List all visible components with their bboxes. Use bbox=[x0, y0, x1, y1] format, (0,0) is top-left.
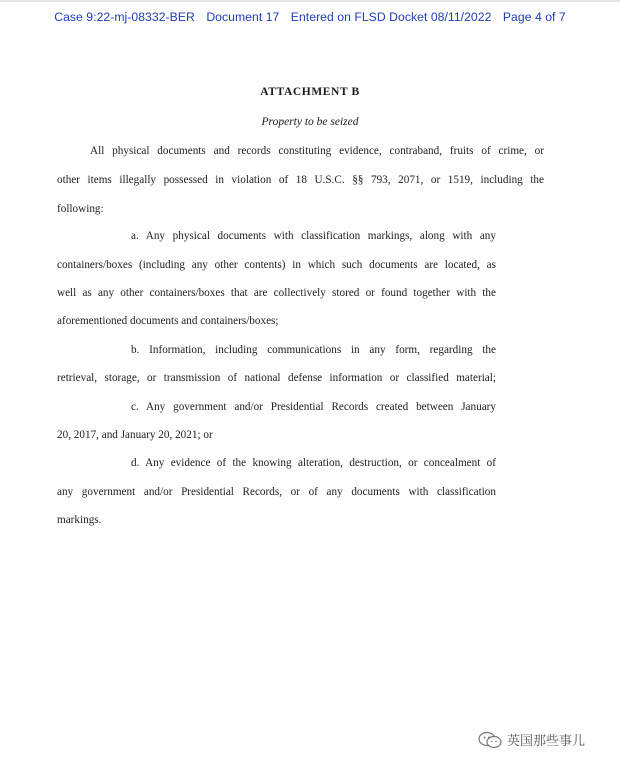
wechat-logo-icon bbox=[477, 731, 503, 749]
document-number: Document 17 bbox=[206, 10, 280, 24]
watermark bbox=[477, 730, 585, 749]
page-indicator: Page 4 of 7 bbox=[502, 10, 566, 24]
entered-docket: Entered on FLSD Docket 08/11/2022 bbox=[290, 10, 492, 24]
intro-line-3: following: bbox=[57, 203, 104, 215]
intro-line-1: All physical documents and records constituting evidence, contraband, fruits of crime, or bbox=[90, 145, 544, 157]
attachment-subtitle: Property to be seized bbox=[261, 116, 359, 128]
item-a-line-2: containers/boxes (including any other contents) in which such documents are located, as bbox=[57, 259, 496, 271]
case-number: Case 9:22-mj-08332-BER bbox=[54, 10, 195, 24]
attachment-title: ATTACHMENT B bbox=[260, 86, 360, 98]
top-border bbox=[0, 0, 620, 2]
watermark-text: 英国那些事儿 bbox=[507, 734, 586, 749]
item-a-line-3: well as any other containers/boxes that are collectively stored or found together with the bbox=[57, 287, 496, 299]
docket-header bbox=[0, 10, 620, 24]
item-b-line-1: b. Information, including communications in any form, regarding the bbox=[131, 344, 496, 356]
item-d-line-2: any government and/or Presidential Records, or of any documents with classification bbox=[57, 486, 496, 498]
item-d-line-1: d. Any evidence of the knowing alteration, destruction, or concealment of bbox=[131, 457, 496, 469]
item-a-line-1: a. Any physical documents with classification markings, along with any bbox=[131, 230, 496, 242]
item-a-line-4: aforementioned documents and containers/boxes; bbox=[57, 315, 279, 327]
item-c-line-1: c. Any government and/or Presidential Records created between January bbox=[131, 401, 496, 413]
item-d-line-3: markings. bbox=[57, 514, 102, 526]
item-b-line-2: retrieval, storage, or transmission of national defense information or classified material; bbox=[57, 372, 496, 384]
item-c-line-2: 20, 2017, and January 20, 2021; or bbox=[57, 429, 213, 441]
intro-line-2: other items illegally possessed in violation of 18 U.S.C. §§ 793, 2071, or 1519, including the bbox=[57, 174, 544, 186]
